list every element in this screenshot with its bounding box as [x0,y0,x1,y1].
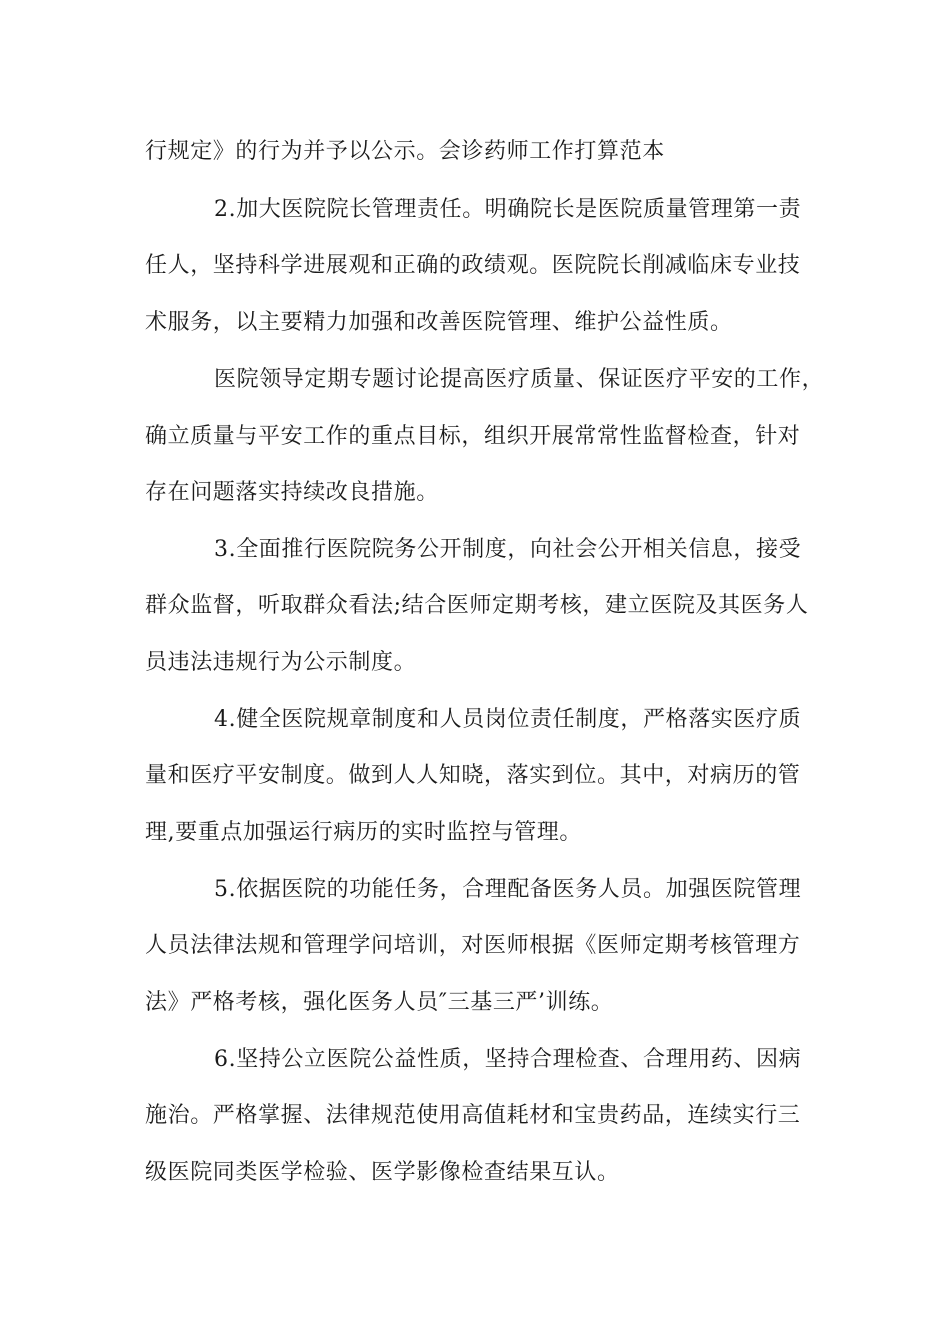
text-line: 4.健全医院规章制度和人员岗位责任制度，严格落实医疗质 [214,707,802,732]
text-line: 行规定》的行为并予以公示。会诊药师工作打算范本 [145,139,665,164]
text-line: 法》严格考核，强化医务人员″三基三严’训练。 [145,990,614,1015]
text-line: 群众监督，听取群众看法;结合医师定期考核，建立医院及其医务人 [145,593,809,618]
text-line: 人员法律法规和管理学问培训，对医师根据《医师定期考核管理方 [145,933,801,958]
text-line: 施治。严格掌握、法律规范使用高值耗材和宝贵药品，连续实行三 [145,1103,801,1128]
text-line: 任人，坚持科学进展观和正确的政绩观。医院院长削减临床专业技 [145,253,801,278]
text-line: 医院领导定期专题讨论提高医疗质量、保证医疗平安的工作， [214,367,825,392]
text-line: 3.全面推行医院院务公开制度，向社会公开相关信息，接受 [214,537,802,562]
text-line: 5.依据医院的功能任务，合理配备医务人员。加强医院管理 [214,877,802,902]
text-line: 理,要重点加强运行病历的实时监控与管理。 [145,820,582,845]
text-line: 术服务，以主要精力加强和改善医院管理、维护公益性质。 [145,310,733,335]
text-line: 级医院同类医学检验、医学影像检查结果互认。 [145,1160,620,1185]
text-line: 员违法违规行为公示制度。 [145,650,417,675]
text-line: 存在问题落实持续改良措施。 [145,480,439,505]
text-line: 6.坚持公立医院公益性质，坚持合理检查、合理用药、因病 [214,1047,802,1072]
text-line: 确立质量与平安工作的重点目标，组织开展常常性监督检查，针对 [145,424,801,449]
text-line: 量和医疗平安制度。做到人人知晓，落实到位。其中，对病历的管 [145,763,801,788]
text-line: 2.加大医院院长管理责任。明确院长是医院质量管理第一责 [214,197,802,222]
